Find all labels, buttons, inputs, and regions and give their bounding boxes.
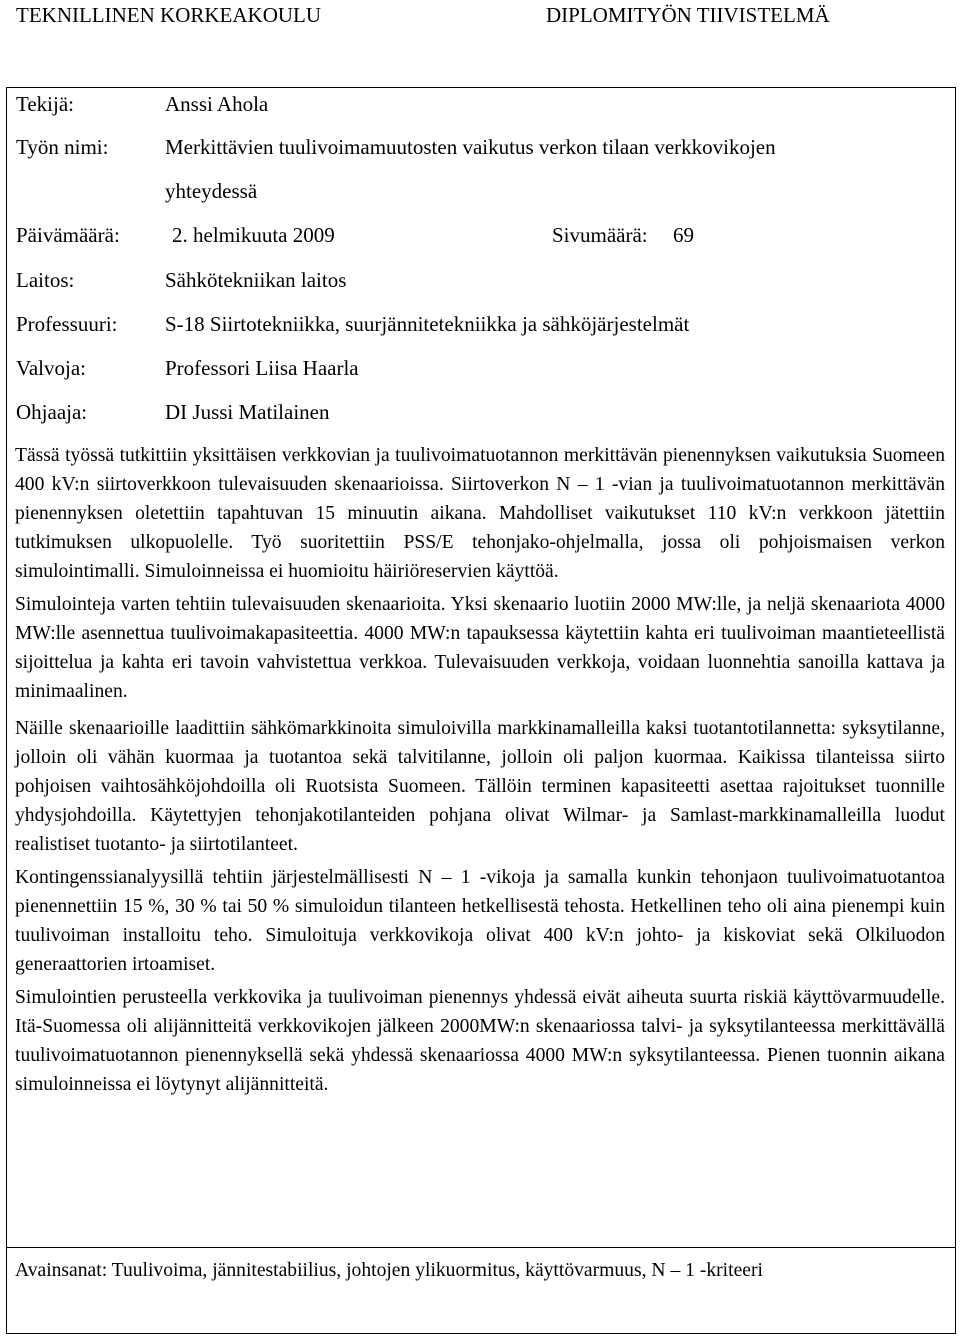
- date-value: 2. helmikuuta 2009: [172, 223, 335, 247]
- professorship-value: S-18 Siirtotekniikka, suurjännitetekniikka ja sähköjärjestelmät: [165, 312, 690, 336]
- abstract-paragraph-2: Simulointeja varten tehtiin tulevaisuuden skenaarioita. Yksi skenaario luotiin 2000 MW:lle, ja neljä skenaariota 4000 MW:lle asennettua tuulivoimakapasiteettia. 4000 MW:n tapauksessa käytettiin kahta eri tuulivoiman maantieteellistä sijoittelua ja kahta eri tavoin vahvistettua verkkoa. Tulevaisuuden verkkoja, voidaan luonnehtia sanoilla kattava ja minimaalinen.: [15, 594, 945, 702]
- supervisor-label: Valvoja:: [16, 356, 86, 380]
- date-label: Päivämäärä:: [16, 223, 120, 247]
- thesis-title-line2: yhteydessä: [165, 179, 258, 203]
- instructor-label: Ohjaaja:: [16, 400, 88, 424]
- abstract-paragraph-3: Näille skenaarioille laadittiin sähkömarkkinoita simuloivilla markkinamalleilla kaksi tuotantotilannetta: syksytilanne, jolloin oli vähän kuormaa ja tuotantoa sekä talvitilanne, jolloin oli paljon kuormaa. Kaikissa tilanteissa siirto pohjoisen vaihtosähköjohdoilla oli Ruotsista Suomeen. Tällöin terminen kapasiteetti asettaa rajoitukset tuonnille yhdysjohdoilla. Käytettyjen tehonjakotilanteiden pohjana olivat Wilmar- ja Samlast-markkinamalleilla luodut realistiset tuotanto- ja siirtotilanteet.: [15, 718, 945, 855]
- author-label: Tekijä:: [16, 92, 75, 116]
- abstract-paragraph-1: Tässä työssä tutkittiin yksittäisen verkkovian ja tuulivoimatuotannon merkittävän pienennyksen vaikutuksia Suomeen 400 kV:n siirtoverkkoon tulevaisuuden skenaarioissa. Siirtoverkon N – 1 -vian ja tuulivoimatuotannon merkittävän pienennyksen oletettiin tapahtuvan 15 minuutin aikana. Mahdolliset vaikutukset 110 kV:n verkkoon jätettiin tutkimuksen ulkopuolelle. Työ suoritettiin PSS/E tehonjako-ohjelmalla, jossa oli pohjoismaisen verkon simulointimalli. Simuloinneissa ei huomioitu häiriöreservien käyttöä.: [15, 445, 945, 582]
- institution-heading: TEKNILLINEN KORKEAKOULU: [16, 3, 322, 27]
- thesis-title-line1: Merkittävien tuulivoimamuutosten vaikutus verkon tilaan verkkovikojen: [165, 135, 776, 159]
- document-type-heading: DIPLOMITYÖN TIIVISTELMÄ: [546, 3, 830, 27]
- page-count-label: Sivumäärä:: [552, 223, 648, 247]
- department-label: Laitos:: [16, 268, 75, 292]
- professorship-label: Professuuri:: [16, 312, 118, 336]
- author-value: Anssi Ahola: [165, 92, 269, 116]
- abstract-paragraph-4: Kontingenssianalyysillä tehtiin järjestelmällisesti N – 1 -vikoja ja samalla kunkin tehonjaon tuulivoimatuotantoa pienennettiin 15 %, 30 % tai 50 % simuloidun tilanteen hetkellisestä tehosta. Hetkellinen teho oli aina pienempi kuin tuulivoiman installoitu teho. Simuloituja verkkovikoja olivat 400 kV:n johto- ja kiskoviat sekä Olkiluodon generaattorien irtoamiset.: [15, 867, 945, 975]
- keywords-line: Avainsanat: Tuulivoima, jännitestabiilius, johtojen ylikuormitus, käyttövarmuus, N – 1 -kriteeri: [15, 1260, 763, 1281]
- page-count-value: 69: [673, 223, 694, 247]
- department-value: Sähkötekniikan laitos: [165, 268, 347, 292]
- keywords-divider: [6, 1247, 956, 1248]
- instructor-value: DI Jussi Matilainen: [165, 400, 330, 424]
- supervisor-value: Professori Liisa Haarla: [165, 356, 359, 380]
- thesis-title-label: Työn nimi:: [16, 135, 109, 159]
- abstract-body: [15, 441, 945, 1103]
- abstract-paragraph-5: Simulointien perusteella verkkovika ja tuulivoiman pienennys yhdessä eivät aiheuta suurta riskiä käyttövarmuudelle. Itä-Suomessa oli alijännitteitä verkkovikojen jälkeen 2000MW:n skenaariossa talvi- ja syksytilanteessa merkittävällä tuulivoimatuotannon pienennyksellä sekä yhdessä skenaariossa 4000 MW:n syksytilanteessa. Pienen tuonnin aikana simuloinneissa ei löytynyt alijännitteitä.: [15, 987, 945, 1095]
